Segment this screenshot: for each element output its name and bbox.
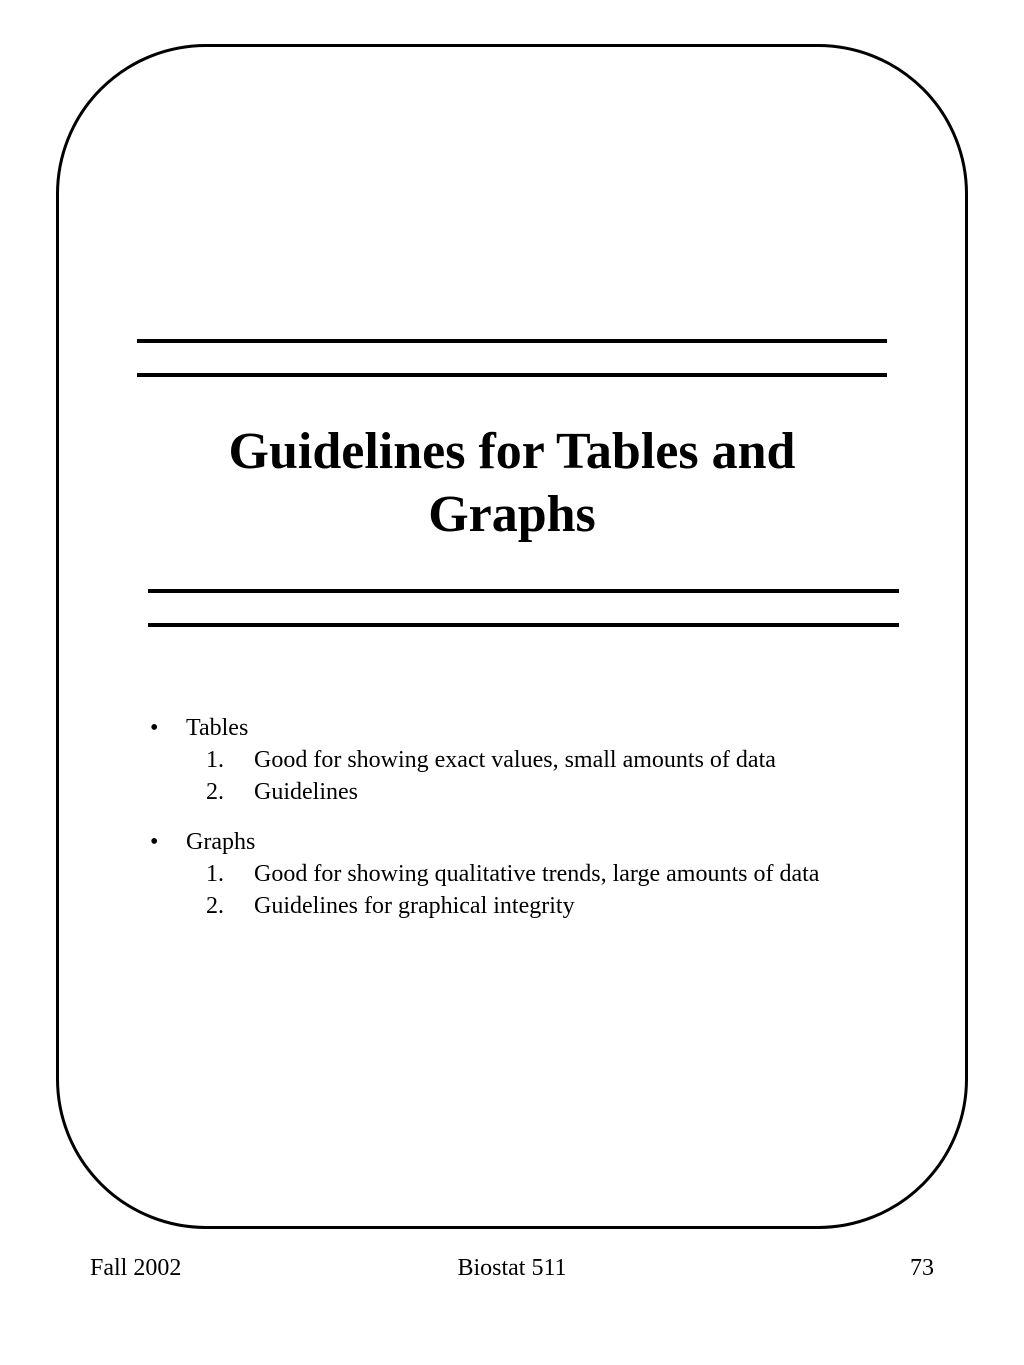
footer-term: Fall 2002 bbox=[90, 1255, 182, 1281]
item-text: Good for showing qualitative trends, large amounts of data bbox=[254, 861, 820, 887]
outline-section-tables bbox=[0, 712, 1024, 808]
slide-frame bbox=[56, 44, 968, 1229]
bullet-icon: • bbox=[150, 829, 159, 855]
slide-outline bbox=[0, 712, 1024, 922]
outline-heading-row bbox=[0, 712, 1024, 744]
outline-item bbox=[0, 890, 1024, 922]
footer-page-number: 73 bbox=[910, 1255, 934, 1281]
title-top-rule-lower bbox=[137, 373, 887, 377]
item-text: Guidelines bbox=[254, 779, 358, 805]
item-number: 2. bbox=[206, 779, 224, 805]
outline-heading: Tables bbox=[186, 715, 249, 741]
slide-title-line-1: Guidelines for Tables and bbox=[228, 423, 796, 480]
slide-title-line-2: Graphs bbox=[428, 486, 596, 543]
item-text: Guidelines for graphical integrity bbox=[254, 893, 575, 919]
item-number: 1. bbox=[206, 861, 224, 887]
outline-item bbox=[0, 858, 1024, 890]
item-number: 1. bbox=[206, 747, 224, 773]
outline-heading: Graphs bbox=[186, 829, 256, 855]
bullet-icon: • bbox=[150, 715, 159, 741]
item-number: 2. bbox=[206, 893, 224, 919]
title-bottom-rule-lower bbox=[148, 623, 899, 627]
outline-item bbox=[0, 744, 1024, 776]
title-bottom-rule-upper bbox=[148, 589, 899, 593]
outline-item bbox=[0, 776, 1024, 808]
title-top-rule-upper bbox=[137, 339, 887, 343]
item-text: Good for showing exact values, small amounts of data bbox=[254, 747, 776, 773]
slide-title bbox=[150, 420, 874, 546]
footer-course: Biostat 511 bbox=[457, 1255, 567, 1281]
outline-section-graphs bbox=[0, 826, 1024, 922]
outline-heading-row bbox=[0, 826, 1024, 858]
